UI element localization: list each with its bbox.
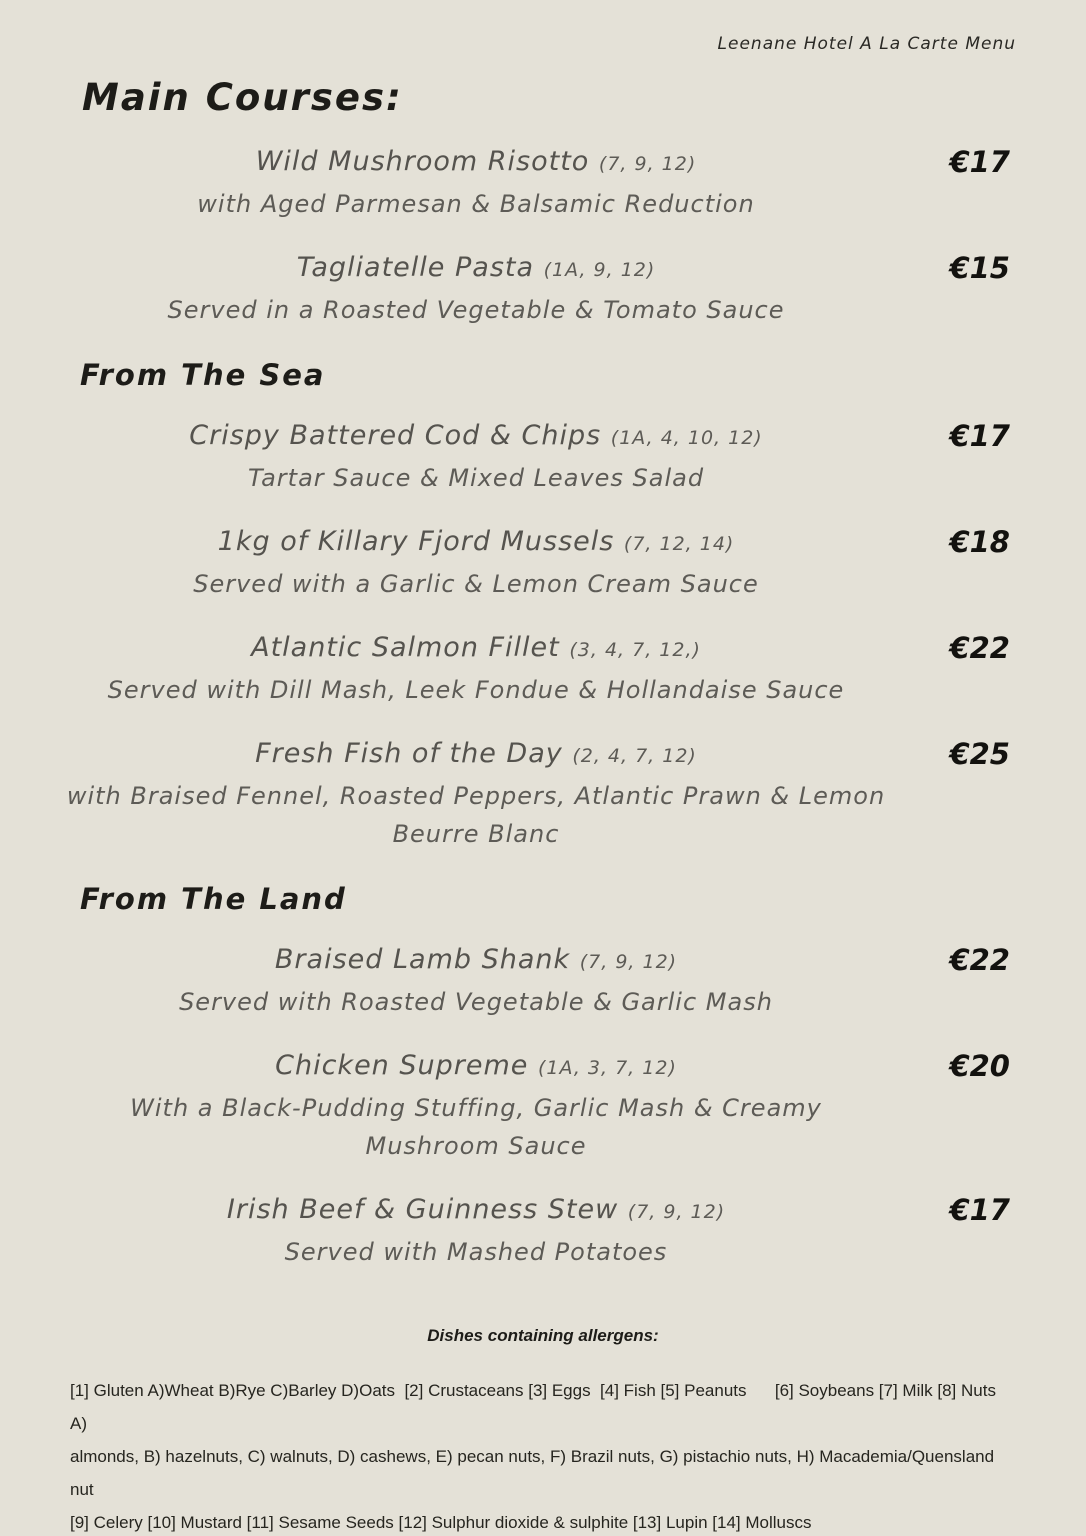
item-description: Served with Dill Mash, Leek Fondue & Hollandaise Sauce: [107, 676, 845, 704]
item-text: [62, 415, 890, 497]
menu-item-braised-lamb-shank: [62, 939, 1010, 1021]
item-description: Served with Mashed Potatoes: [284, 1238, 668, 1266]
item-text: [62, 1189, 890, 1271]
item-text: [62, 939, 890, 1021]
item-price: €17: [949, 145, 1010, 179]
section-heading-from-the-land: From The Land: [80, 882, 347, 916]
menu-item-tagliatelle-pasta: [62, 247, 1010, 329]
item-allergens: (7, 9, 12): [598, 153, 697, 175]
item-price: €15: [949, 251, 1010, 285]
item-price: €18: [949, 525, 1010, 559]
allergens-footer: [70, 1326, 1016, 1536]
item-name-line: [62, 627, 890, 671]
item-name: Chicken Supreme: [275, 1050, 529, 1081]
item-description: Served in a Roasted Vegetable & Tomato Sauce: [167, 296, 785, 324]
item-name: Tagliatelle Pasta: [296, 252, 535, 283]
item-name-line: [62, 247, 890, 291]
item-name-line: [62, 521, 890, 565]
item-description: Tartar Sauce & Mixed Leaves Salad: [247, 464, 705, 492]
item-name-line: [62, 415, 890, 459]
item-name: Atlantic Salmon Fillet: [251, 632, 560, 663]
item-description: Served with a Garlic & Lemon Cream Sauce: [193, 570, 759, 598]
item-allergens: (1A, 4, 10, 12): [610, 427, 763, 449]
item-text: [62, 521, 890, 603]
item-text: [62, 247, 890, 329]
item-description: With a Black-Pudding Stuffing, Garlic Mash & Creamy: [130, 1094, 822, 1122]
allergens-footer-title: Dishes containing allergens:: [427, 1326, 659, 1345]
item-allergens: (3, 4, 7, 12,): [569, 639, 701, 661]
item-description: with Aged Parmesan & Balsamic Reduction: [197, 190, 755, 218]
item-allergens: (7, 12, 14): [623, 533, 735, 555]
item-name-line: [62, 1045, 890, 1089]
item-price: €25: [949, 737, 1010, 771]
item-price: €17: [949, 1193, 1010, 1227]
item-text: [62, 627, 890, 709]
section-heading-from-the-sea: From The Sea: [80, 358, 326, 392]
item-description: Mushroom Sauce: [365, 1132, 587, 1160]
menu-item-fresh-fish-of-the-day: [62, 733, 1010, 853]
menu-item-crispy-battered-cod: [62, 415, 1010, 497]
item-allergens: (7, 9, 12): [627, 1201, 726, 1223]
item-allergens: (1A, 3, 7, 12): [538, 1057, 677, 1079]
item-price: €22: [949, 631, 1010, 665]
item-allergens: (1A, 9, 12): [543, 259, 656, 281]
item-name-line: [62, 1189, 890, 1233]
menu-item-atlantic-salmon-fillet: [62, 627, 1010, 709]
allergens-line-2: almonds, B) hazelnuts, C) walnuts, D) cashews, E) pecan nuts, F) Brazil nuts, G) pistachio nuts, H) Macademia/Quensland nut: [70, 1447, 999, 1499]
item-price: €22: [949, 943, 1010, 977]
item-name-line: [62, 733, 890, 777]
item-description: with Braised Fennel, Roasted Peppers, Atlantic Prawn & Lemon: [66, 782, 886, 810]
menu-item-chicken-supreme: [62, 1045, 1010, 1165]
item-text: [62, 141, 890, 223]
item-name: Braised Lamb Shank: [274, 944, 571, 975]
item-name: Wild Mushroom Risotto: [255, 146, 590, 177]
item-description: Beurre Blanc: [392, 820, 560, 848]
page-title: Main Courses:: [82, 76, 403, 119]
item-allergens: (7, 9, 12): [579, 951, 678, 973]
allergens-line-3: [9] Celery [10] Mustard [11] Sesame Seeds [12] Sulphur dioxide & sulphite [13] Lupin [14] Molluscs: [70, 1513, 812, 1532]
item-price: €17: [949, 419, 1010, 453]
menu-body: [62, 141, 1010, 1271]
item-name: 1kg of Killary Fjord Mussels: [217, 526, 615, 557]
item-name: Irish Beef & Guinness Stew: [226, 1194, 619, 1225]
menu-item-killary-fjord-mussels: [62, 521, 1010, 603]
menu-item-wild-mushroom-risotto: [62, 141, 1010, 223]
item-name: Crispy Battered Cod & Chips: [189, 420, 602, 451]
document-header: Leenane Hotel A La Carte Menu: [717, 34, 1016, 54]
item-description: Served with Roasted Vegetable & Garlic Mash: [179, 988, 773, 1016]
item-price: €20: [949, 1049, 1010, 1083]
item-name-line: [62, 939, 890, 983]
menu-item-irish-beef-guinness-stew: [62, 1189, 1010, 1271]
allergens-line-1: [1] Gluten A)Wheat B)Rye C)Barley D)Oats [2] Crustaceans [3] Eggs [4] Fish [5] Peanuts [6] Soybeans [7] Milk [8] Nuts A): [70, 1381, 1000, 1433]
item-name: Fresh Fish of the Day: [255, 738, 563, 769]
item-text: [62, 1045, 890, 1165]
item-allergens: (2, 4, 7, 12): [572, 745, 697, 767]
item-text: [62, 733, 890, 853]
item-name-line: [62, 141, 890, 185]
